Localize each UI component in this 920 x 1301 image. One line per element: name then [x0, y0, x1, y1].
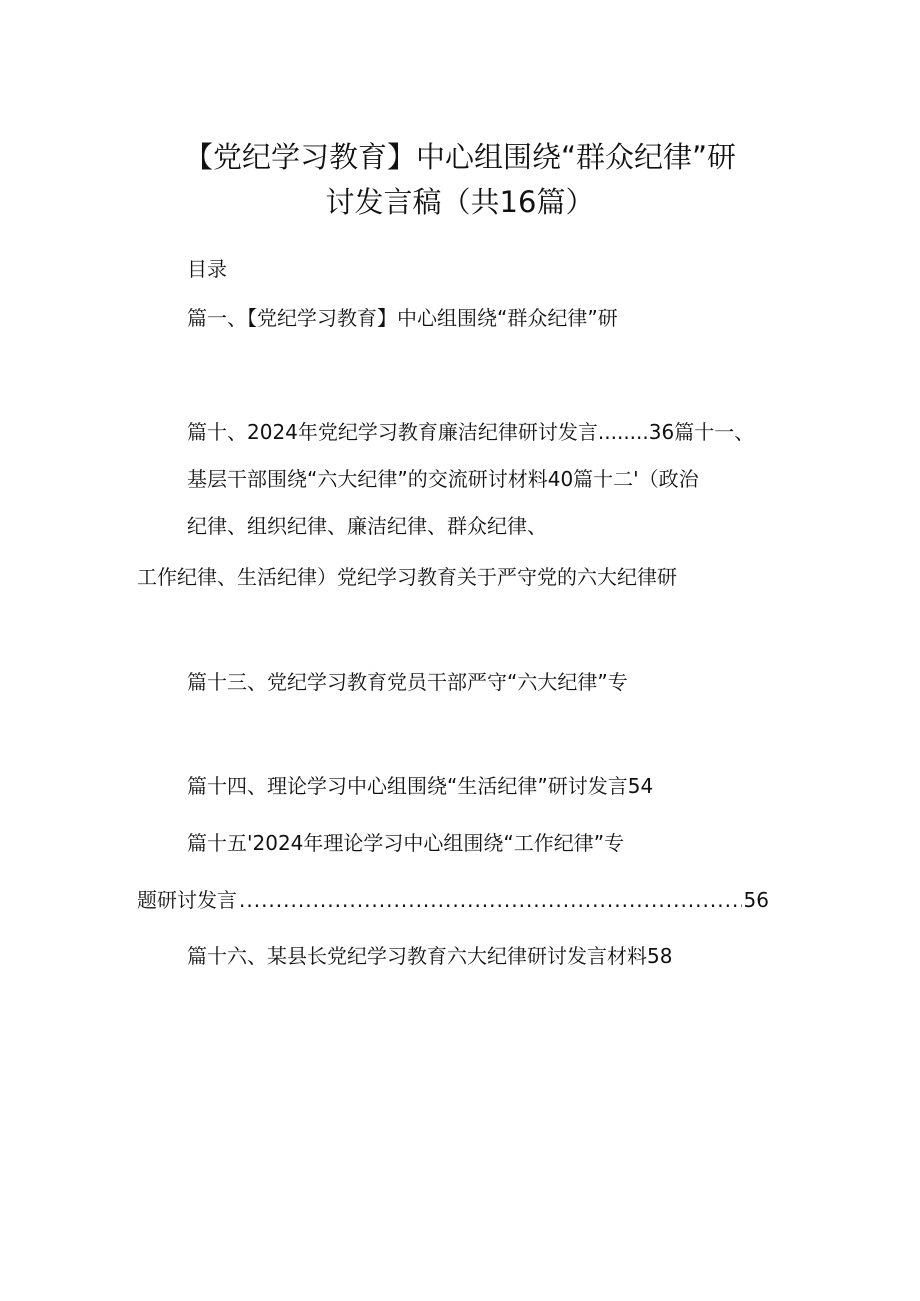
document-title-line-2: 讨发言稿（共16篇） [325, 185, 595, 219]
toc-entry-15-text: 题研讨发言 [137, 888, 237, 912]
toc-leader-dots [239, 886, 742, 914]
toc-entry-13: 篇十三、党纪学习教育党员干部严守“六大纪律”专 [187, 670, 628, 694]
toc-entry-12-cont: 纪律、组织纪律、廉洁纪律、群众纪律、 [187, 514, 547, 538]
toc-entry-12-cont-2: 工作纪律、生活纪律）党纪学习教育关于严守党的六大纪律研 [137, 565, 677, 589]
toc-entry-10: 篇十、2024年党纪学习教育廉洁纪律研讨发言........36篇十一、 [187, 420, 755, 444]
toc-entry-16: 篇十六、某县长党纪学习教育六大纪律研讨发言材料58 [187, 944, 673, 968]
toc-entry-1: 篇一、【党纪学习教育】中心组围绕“群众纪律”研 [187, 306, 618, 330]
toc-entry-15-leader-line [137, 886, 769, 914]
toc-heading: 目录 [187, 257, 227, 281]
toc-entry-14: 篇十四、理论学习中心组围绕“生活纪律”研讨发言54 [187, 774, 654, 798]
toc-entry-15-page: 56 [743, 888, 769, 912]
toc-entry-15: 篇十五'2024年理论学习中心组围绕“工作纪律”专 [187, 831, 625, 855]
document-title-line-1: 【党纪学习教育】中心组围绕“群众纪律”研 [183, 140, 737, 174]
toc-entry-11: 基层干部围绕“六大纪律”的交流研讨材料40篇十二'（政治 [187, 467, 699, 491]
